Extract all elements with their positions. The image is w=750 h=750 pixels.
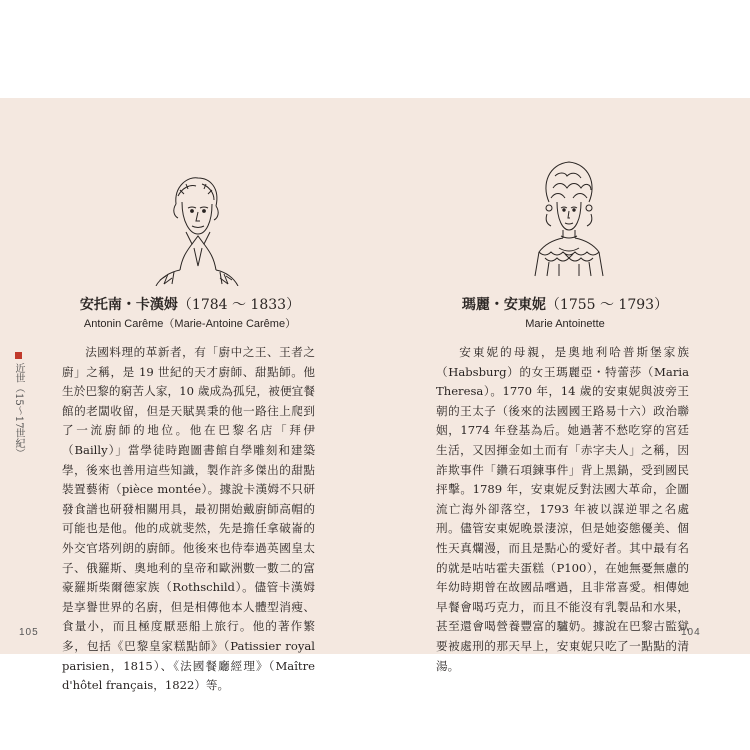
person-years: （1784 ～ 1833）	[177, 297, 301, 313]
chapter-tab	[12, 352, 24, 458]
page-number: 104	[681, 627, 701, 638]
page-title	[40, 296, 340, 314]
page-subtitle: Antonin Carême（Marie-Antoine Carême）	[83, 318, 297, 330]
chapter-label: 近世（15～17世紀）	[13, 363, 24, 459]
person-name: 瑪麗・安東妮	[461, 297, 546, 313]
left-page	[0, 98, 375, 693]
chapter-marker	[15, 352, 22, 359]
body-paragraph: 法國料理的革新者，有「廚中之王、王者之廚」之稱，是 19 世紀的天才廚師、甜點師。他生於巴黎的窮苦人家，10 歲成為孤兒，被便宜餐館的老闆收留，但是天賦異秉的他一路往上爬到了一流廚師的地位。他在巴黎名店「拜伊（Bailly）」當學徒時跑圖書館自學雕刻和建築學，後來也善用這些知識，製作許多傑出的甜點裝置藝術（pièce montée）。據說卡漢姆不只研發食譜也研發相關用具，最初開始戴廚師高帽的可能也是他。他的成就斐然，先是擔任拿破崙的外交官塔列朗的廚師。他後來也侍奉過英國皇太子、俄羅斯、奧地利的皇帝和歐洲數一數二的富豪羅斯柴爾德家族（Rothschild）。儘管卡漢姆是享譽世界的名廚，但是相傳他本人體型消瘦、食量小，而且極度厭惡船上旅行。他的著作繁多，包括《巴黎皇家糕點師》（Patissier royal parisien，1815）、《法國餐廳經理》（Maître d'hôtel français，1822）等。	[62, 345, 315, 693]
page-title	[415, 296, 715, 314]
portrait-marie-antoinette-icon	[519, 158, 619, 278]
page-subtitle: Marie Antoinette	[525, 318, 605, 330]
body-paragraph: 安東妮的母親，是奧地利哈普斯堡家族（Habsburg）的女王瑪麗亞・特蕾莎（Maria Theresa）。1770 年，14 歲的安東妮與波旁王朝的王太子（後來的法國國王路易十六）政治聯姻，1774 年登基為后。她過著不愁吃穿的宮廷生活，又因揮金如土而有「赤字夫人」之稱，因詐欺事件「鑽石項鍊事件」背上黑鍋，受到國民抨擊。1789 年，安東妮反對法國大革命，企圖流亡海外卻落空，1793 年被以謀逆罪之名處刑。儘管安東妮晚景淒涼，但是她姿態優美、個性天真爛漫，而且是點心的愛好者。其中最有名的就是咕咕霍夫蛋糕（P100），在她無憂無慮的年幼時期曾在故國品嚐過，且非常喜愛。相傳她早餐會喝巧克力，而且不能沒有乳製品和水果，甚至還會喝營養豐富的驢奶。據說在巴黎古監獄要被處刑的那天早上，安東妮只吃了一點點的清湯。	[436, 345, 689, 673]
right-page	[375, 98, 750, 673]
person-years: （1755 ～ 1793）	[545, 297, 669, 313]
book-spread	[0, 98, 750, 693]
portrait-careme-icon	[146, 166, 246, 286]
page-number: 105	[19, 627, 39, 638]
person-name: 安托南・卡漢姆	[79, 297, 178, 313]
